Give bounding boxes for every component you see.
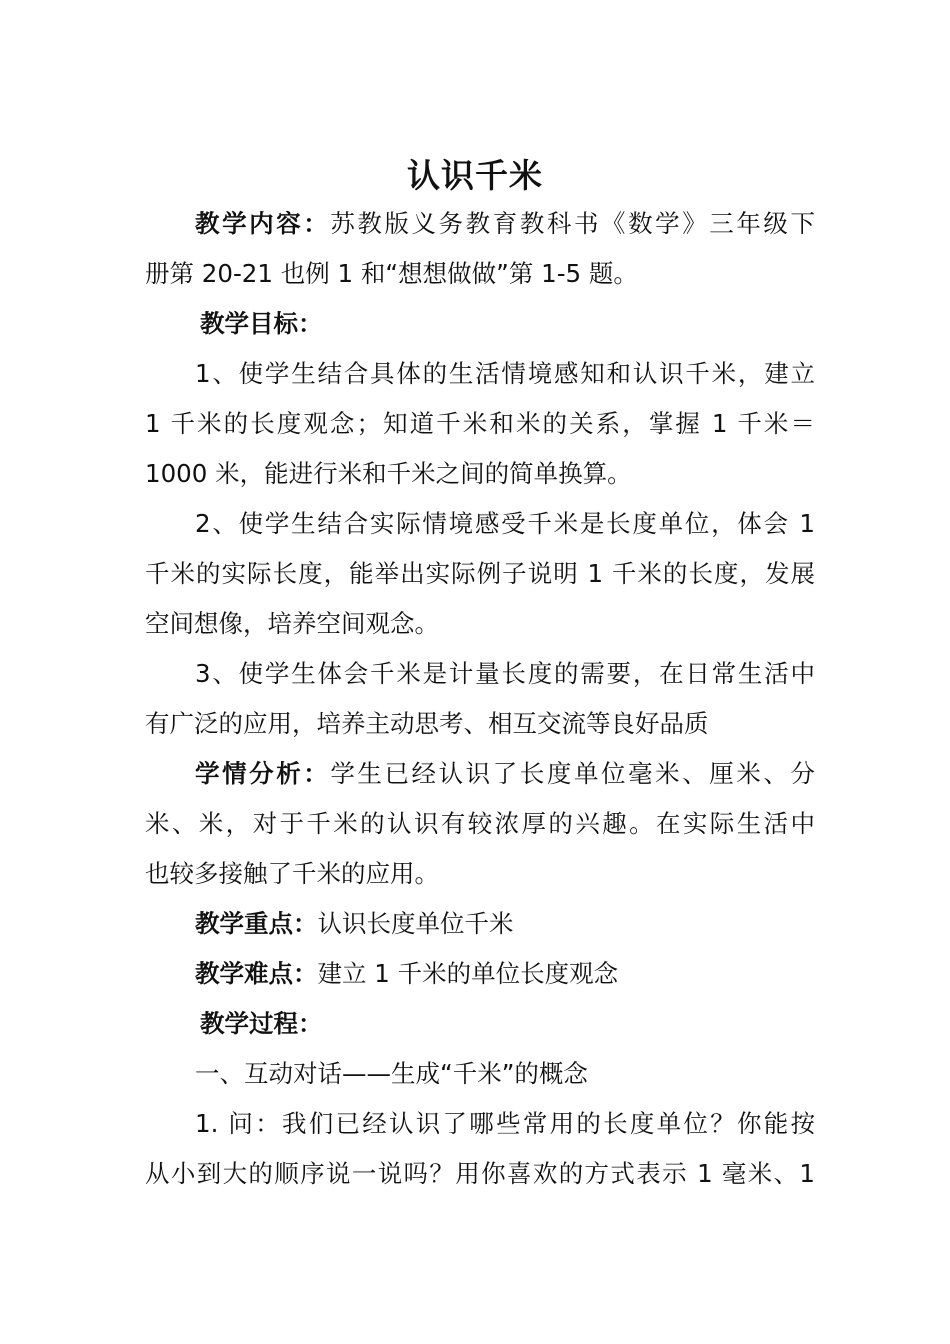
content-label: 教学内容： — [195, 209, 331, 238]
analysis-line-1 — [145, 754, 815, 794]
difficulty-label: 教学难点： — [195, 959, 318, 988]
difficulty-text: 建立 1 千米的单位长度观念 — [317, 959, 619, 988]
difficulty-line — [145, 954, 815, 994]
goal-2-line-3: 空间想像，培养空间观念。 — [145, 609, 439, 638]
process-section-1: 一、互动对话——生成“千米”的概念 — [195, 1059, 588, 1088]
key-point-label: 教学重点： — [195, 909, 318, 938]
content-line-1 — [145, 204, 815, 244]
goal-3-line-2: 有广泛的应用，培养主动思考、相互交流等良好品质 — [145, 709, 709, 738]
analysis-text-1: 学生已经认识了长度单位毫米、厘米、分 — [330, 759, 816, 788]
question-1-line-1: 1. 问：我们已经认识了哪些常用的长度单位？你能按 — [195, 1109, 815, 1138]
goal-2-line-2: 千米的实际长度，能举出实际例子说明 1 千米的长度，发展 — [145, 559, 815, 588]
process-heading: 教学过程： — [200, 1009, 323, 1038]
goal-2-line-1: 2、使学生结合实际情境感受千米是长度单位，体会 1 — [195, 509, 815, 538]
key-point-line — [145, 904, 815, 944]
goal-1-line-3: 1000 米，能进行米和千米之间的简单换算。 — [145, 459, 632, 488]
analysis-line-3: 也较多接触了千米的应用。 — [145, 859, 439, 888]
content-line-2: 册第 20-21 也例 1 和“想想做做”第 1-5 题。 — [145, 259, 638, 288]
document-title: 认识千米 — [407, 156, 543, 195]
content-text-1: 苏教版义务教育教科书《数学》三年级下 — [330, 209, 816, 238]
analysis-label: 学情分析： — [195, 759, 331, 788]
goal-1-line-2: 1 千米的长度观念；知道千米和米的关系，掌握 1 千米＝ — [145, 409, 815, 438]
key-point-text: 认识长度单位千米 — [317, 909, 514, 938]
analysis-line-2: 米、米，对于千米的认识有较浓厚的兴趣。在实际生活中 — [145, 809, 815, 838]
question-1-line-2: 从小到大的顺序说一说吗？用你喜欢的方式表示 1 毫米、1 — [145, 1159, 815, 1188]
goals-heading: 教学目标： — [200, 309, 323, 338]
goal-3-line-1: 3、使学生体会千米是计量长度的需要，在日常生活中 — [195, 659, 815, 688]
goal-1-line-1: 1、使学生结合具体的生活情境感知和认识千米，建立 — [195, 359, 815, 388]
